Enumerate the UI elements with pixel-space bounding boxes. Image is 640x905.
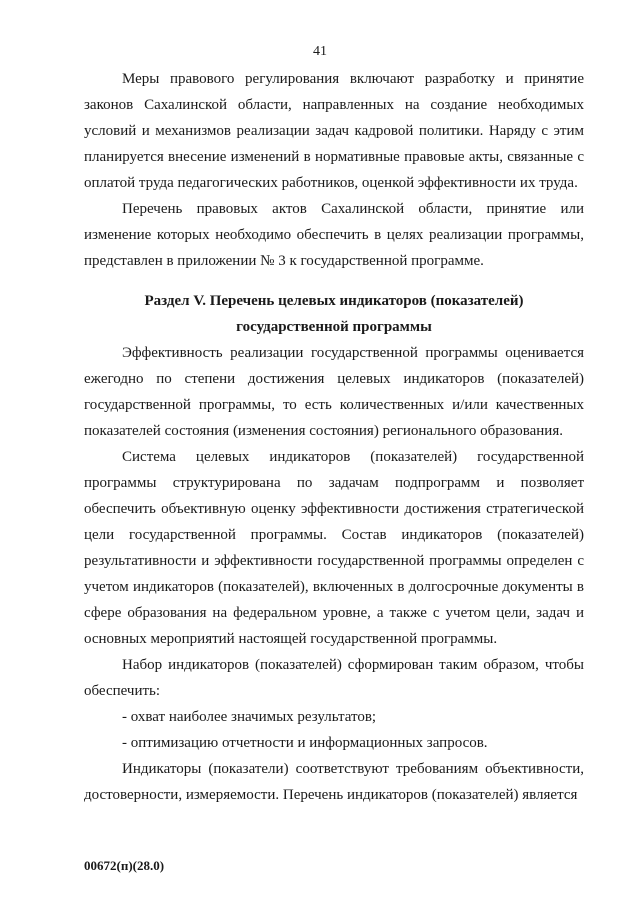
list-item: - охват наиболее значимых результатов; [122, 709, 377, 725]
page-number: 41 [313, 44, 327, 59]
document-body [84, 66, 584, 808]
goals-list [84, 704, 584, 756]
paragraph-indicator-system: Система целевых индикаторов (показателей) государственной программы структурирована по задачам подпрограмм и позволяет обеспечить объективную оценку эффективности достижения стратегической цели государственной программы. Состав индикаторов (показателей) результативности и эффективности государственной программы определен с учетом индикаторов (показателей), включенных в долгосрочные документы в сфере образования на федеральном уровне, а также с учетом цели, задач и основных мероприятий настоящей государственной программы. [84, 449, 584, 647]
list-item: - оптимизацию отчетности и информационных запросов. [122, 735, 488, 751]
section-heading [84, 288, 584, 340]
section-heading-line2: государственной программы [236, 319, 432, 335]
paragraph-efficiency: Эффективность реализации государственной программы оценивается ежегодно по степени достижения целевых индикаторов (показателей) государственной программы, то есть количественных и/или качественных показателей состояния (изменения состояния) регионального образования. [84, 345, 584, 439]
section-heading-line1: Раздел V. Перечень целевых индикаторов (показателей) [144, 293, 524, 309]
paragraph-indicator-set: Набор индикаторов (показателей) сформирован таким образом, чтобы обеспечить: [84, 657, 584, 699]
paragraph-indicator-requirements: Индикаторы (показатели) соответствуют требованиям объективности, достоверности, измеряемости. Перечень индикаторов (показателей) является [84, 761, 584, 803]
document-code: 00672(п)(28.0) [84, 858, 165, 873]
paragraph-legal-regulation: Меры правового регулирования включают разработку и принятие законов Сахалинской области, направленных на создание необходимых условий и механизмов реализации задач кадровой политики. Наряду с этим планируется внесение изменений в нормативные правовые акты, связанные с оплатой труда педагогических работников, оценкой эффективности их труда. [84, 71, 584, 191]
paragraph-legal-acts-list: Перечень правовых актов Сахалинской области, принятие или изменение которых необходимо обеспечить в целях реализации программы, представлен в приложении № 3 к государственной программе. [84, 201, 584, 269]
